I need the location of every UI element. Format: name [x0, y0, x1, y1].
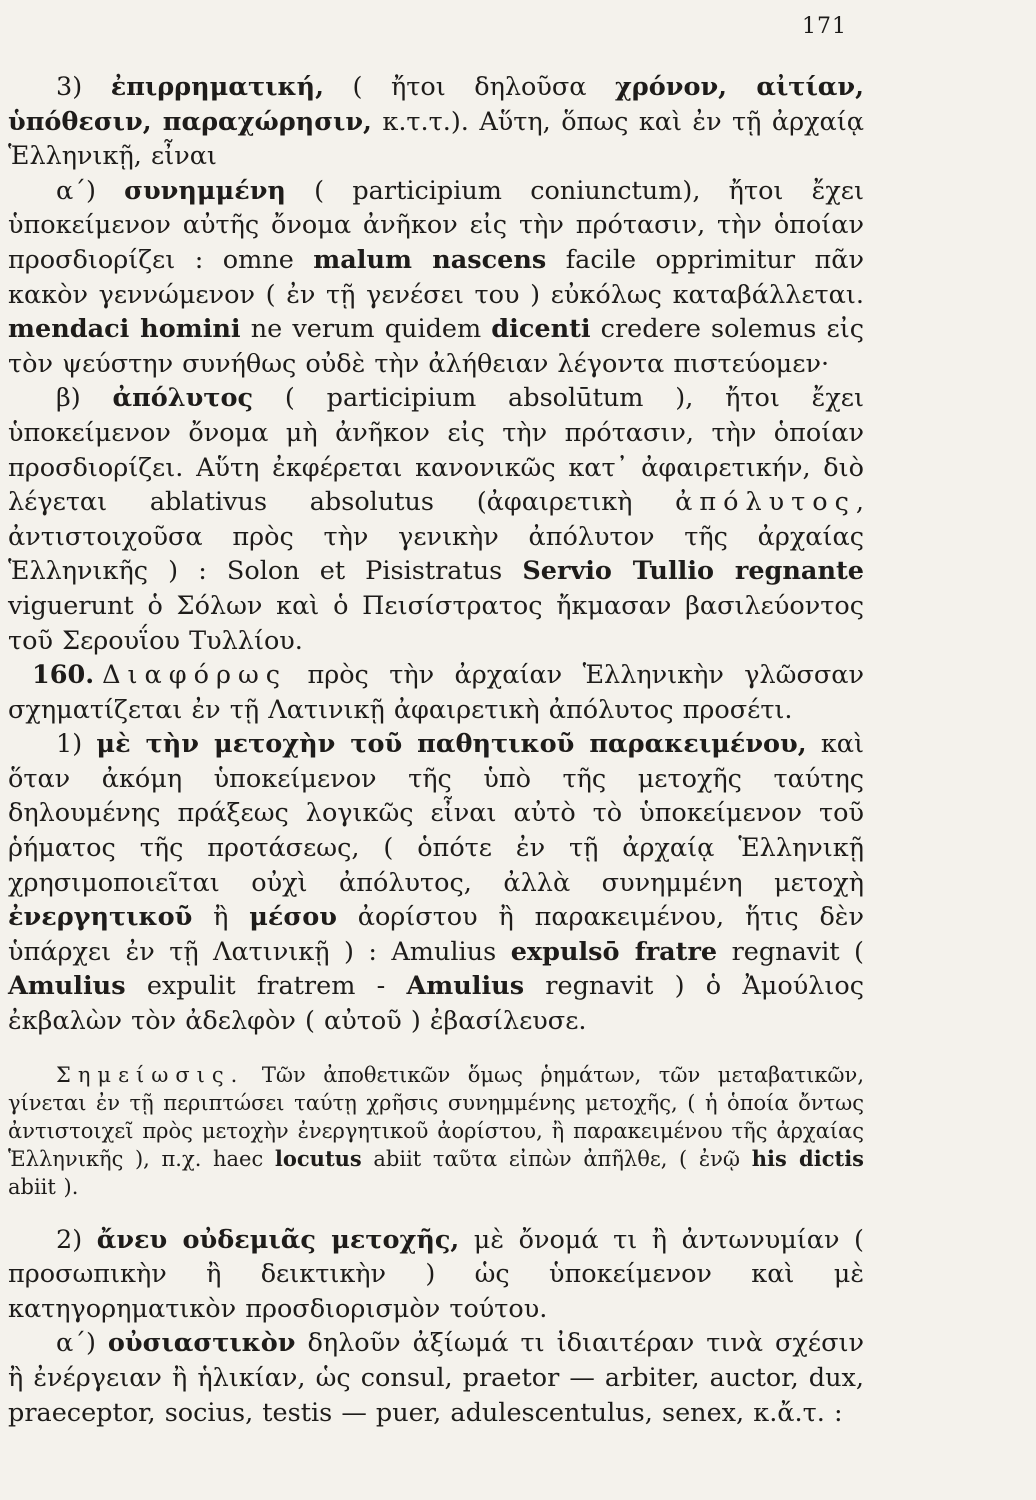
latin-example-bold: his dictis [751, 1145, 865, 1171]
term-active: ἐνεργητικοῦ [8, 902, 193, 933]
term-noun: οὐσιαστικὸν [107, 1328, 296, 1359]
latin-example-bold: expulsō fratre [510, 936, 718, 967]
section-number: 160. [32, 660, 95, 691]
term-absolute: ἀπόλυτος [112, 383, 254, 414]
latin-example-bold: Servio Tullio regnante [522, 556, 864, 587]
term-adverbial: ἐπιρρηματική, [110, 72, 324, 102]
spaced-term: ἀπόλυτος [675, 487, 856, 518]
term-without-participle: ἄνευ οὐδεμιᾶς μετοχῆς, [96, 1224, 460, 1255]
latin-example-bold: malum nascens [313, 244, 547, 275]
latin-example-bold: locutus [274, 1145, 362, 1171]
term-conjunct: συνημμένη [124, 175, 286, 206]
paragraph-absolute-participle: β) ἀπόλυτος ( participium absolūtum ), ἤτοι ἔχει ὑποκείμενον ὄνομα μὴ ἀνῆκον εἰς τὴν πρότασιν, τὴν ὁποίαν προσδιορίζει. Αὕτη ἐκφέρεται κανονικῶς κατ᾽ ἀφαιρετικήν, διὸ λέγεται ablativus absolutus (ἀφαιρετικὴ ἀπόλυτος, ἀντιστοιχοῦσα πρὸς τὴν γενικὴν ἀπόλυτον τῆς ἀρχαίας Ἑλληνικῆς ) : Solon et Pisistratus Servio Tullio regnante viguerunt ὁ Σόλων καὶ ὁ Πεισίστρατος ἤκμασαν βασιλεύοντος τοῦ Σερουΐου Τυλλίου. [8, 383, 865, 656]
page-body [8, 70, 864, 1430]
latin-example-bold: mendaci homini [8, 314, 241, 345]
note-label: Σημείωσις. [56, 1062, 245, 1087]
section-160: 160. Διαφόρως πρὸς τὴν ἀρχαίαν Ἑλληνικὴν γλῶσσαν σχηματίζεται ἐν τῇ Λατινικῇ ἀφαιρετικὴ ἀπόλυτος προσέτι. [8, 660, 864, 725]
latin-example-bold: dicenti [491, 314, 591, 345]
paragraph-perfect-passive: 1) μὲ τὴν μετοχὴν τοῦ παθητικοῦ παρακειμένου, καὶ ὅταν ἀκόμη ὑποκείμενον τῆς ὑπὸ τῆς μετοχῆς ταύτης δηλουμένης πράξεως λογικῶς εἶναι αὐτὸ τὸ ὑποκείμενον τοῦ ῥήματος τῆς προτάσεως, ( ὁπότε ἐν τῇ ἀρχαίᾳ Ἑλληνικῇ χρησιμοποιεῖται οὐχὶ ἀπόλυτος, ἀλλὰ συνημμένη μετοχὴ ἐνεργητικοῦ ἢ μέσου ἀορίστου ἢ παρακειμένου, ἥτις δὲν ὑπάρχει ἐν τῇ Λατινικῇ ) : Amulius expulsō fratre regnavit ( Amulius expulit fratrem - Amulius regnavit ) ὁ Ἀμούλιος ἐκβαλὼν τὸν ἀδελφὸν ( αὐτοῦ ) ἐβασίλευσε. [8, 729, 865, 1037]
term-meanings: χρόνον, αἰτίαν, ὑπόθεσιν, παραχώρησιν, [8, 72, 864, 137]
latin-example-bold: Amulius [8, 971, 126, 1002]
page-number: 171 [802, 14, 847, 39]
note-paragraph: Σημείωσις. Τῶν ἀποθετικῶν ὅμως ῥημάτων, τῶν μεταβατικῶν, γίνεται ἐν τῇ περιπτώσει ταύτῃ χρῆσις συνημμένης μετοχῆς, ( ἡ ὁποία ὄντως ἀντιστοιχεῖ πρὸς μετοχὴν ἐνεργητικοῦ ἀορίστου, ἢ παρακειμένου τῆς ἀρχαίας Ἑλληνικῆς ), π.χ. haec locutus abiit ταῦτα εἰπὼν ἀπῆλθε, ( ἐνῷ his dictis abiit ). [8, 1062, 865, 1199]
paragraph-noun: α΄) οὐσιαστικὸν δηλοῦν ἀξίωμά τι ἰδιαιτέραν τινὰ σχέσιν ἢ ἐνέργειαν ἢ ἡλικίαν, ὡς consul, praetor — arbiter, auctor, dux, praeceptor, socius, testis — puer, adulescentulus, senex, κ.ἄ.τ. : [8, 1328, 864, 1428]
term-middle: μέσου [249, 902, 337, 933]
latin-example-bold: Amulius [406, 971, 525, 1002]
paragraph-adverbial: 3) ἐπιρρηματική, ( ἤτοι δηλοῦσα χρόνον, αἰτίαν, ὑπόθεσιν, παραχώρησιν, κ.τ.τ.). Αὕτη, ὅπως καὶ ἐν τῇ ἀρχαίᾳ Ἑλληνικῇ, εἶναι [8, 72, 864, 172]
paragraph-conjunct-participle: α΄) συνημμένη ( participium coniunctum), ἤτοι ἔχει ὑποκείμενον αὐτῆς ὄνομα ἀνῆκον εἰς τὴν πρότασιν, τὴν ὁποίαν προσδιορίζει : omne malum nascens facile opprimitur πᾶν κακὸν γεννώμενον ( ἐν τῇ γενέσει του ) εὐκόλως καταβάλλεται. mendaci homini ne verum quidem dicenti credere solemus εἰς τὸν ψεύστην συνήθως οὐδὲ τὴν ἀλήθειαν λέγοντα πιστεύομεν· [8, 175, 865, 379]
spaced-term: Διαφόρως [102, 660, 288, 691]
term-perfect-passive: μὲ τὴν μετοχὴν τοῦ παθητικοῦ παρακειμένου, [96, 729, 807, 760]
paragraph-without-participle: 2) ἄνευ οὐδεμιᾶς μετοχῆς, μὲ ὄνομά τι ἢ ἀντωνυμίαν ( προσωπικὴν ἢ δεικτικὴν ) ὡς ὑποκείμενον καὶ μὲ κατηγορηματικὸν προσδιορισμὸν τούτου. [8, 1224, 864, 1324]
